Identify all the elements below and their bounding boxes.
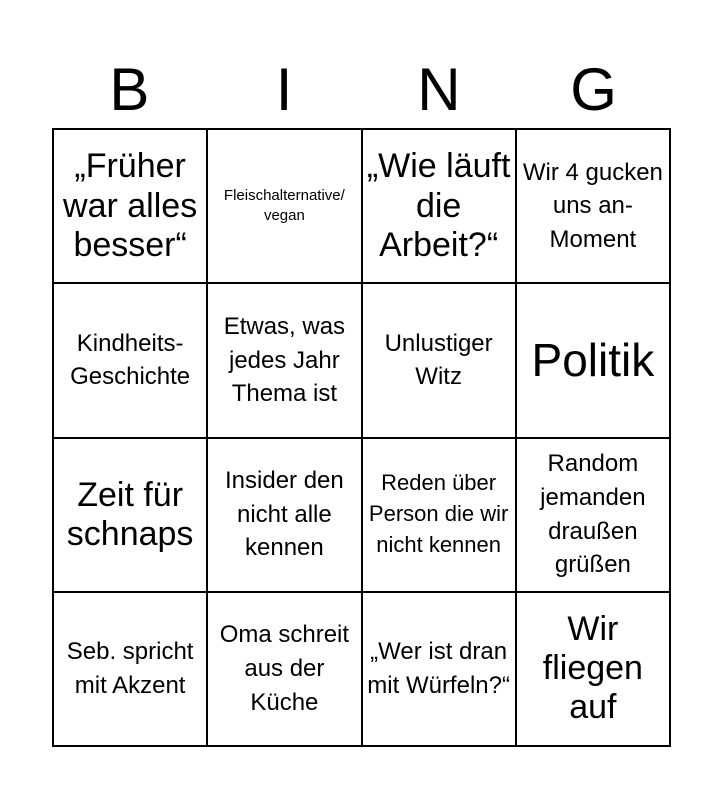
bingo-cell[interactable] (54, 593, 208, 747)
bingo-cell-text: Politik (531, 334, 655, 387)
bingo-cell-text: „Früher war alles besser“ (63, 147, 198, 264)
bingo-cell[interactable] (363, 130, 517, 284)
bingo-cell[interactable] (363, 439, 517, 593)
bingo-cell-text: Insider den nicht alle kennen (225, 467, 344, 562)
bingo-cell-text: Kindheits- Geschichte (70, 329, 191, 391)
bingo-grid (52, 128, 671, 747)
bingo-cell[interactable] (517, 130, 671, 284)
bingo-cell-text: Wir 4 gucken uns an- Moment (522, 158, 663, 253)
bingo-cell-text: Unlustiger Witz (384, 329, 493, 391)
bingo-cell[interactable] (208, 284, 362, 438)
bingo-cell[interactable] (54, 130, 208, 284)
bingo-cell[interactable] (208, 130, 362, 284)
bingo-cell-text: Seb. spricht mit Akzent (66, 638, 194, 699)
bingo-cell-text: „Wie läuft die Arbeit?“ (366, 147, 511, 264)
bingo-cell-text: Reden über Person die wir nicht kennen (368, 470, 509, 558)
header-letter-n: N (417, 56, 461, 123)
bingo-cell[interactable] (54, 284, 208, 438)
bingo-cell-text: Random jemanden draußen grüßen (540, 450, 646, 579)
bingo-header (52, 52, 671, 128)
bingo-cell-text: „Wer ist dran mit Würfeln?“ (367, 638, 510, 699)
bingo-cell[interactable] (208, 593, 362, 747)
bingo-cell-text: Oma schreit aus der Küche (219, 621, 350, 716)
bingo-cell[interactable] (517, 593, 671, 747)
header-letter-b: B (109, 56, 150, 123)
bingo-cell[interactable] (363, 284, 517, 438)
bingo-cell[interactable] (517, 284, 671, 438)
bingo-cell-text: Fleischalternative/ vegan (223, 186, 345, 225)
bingo-cell-text: Etwas, was jedes Jahr Thema ist (223, 312, 346, 408)
header-letter-i: I (275, 56, 293, 123)
header-letter-g: G (570, 56, 617, 123)
bingo-cell[interactable] (208, 439, 362, 593)
bingo-cell-text: Wir fliegen auf (542, 610, 643, 727)
bingo-cell[interactable] (517, 439, 671, 593)
bingo-cell-text: Zeit für schnaps (66, 475, 194, 553)
bingo-cell[interactable] (54, 439, 208, 593)
bingo-cell[interactable] (363, 593, 517, 747)
